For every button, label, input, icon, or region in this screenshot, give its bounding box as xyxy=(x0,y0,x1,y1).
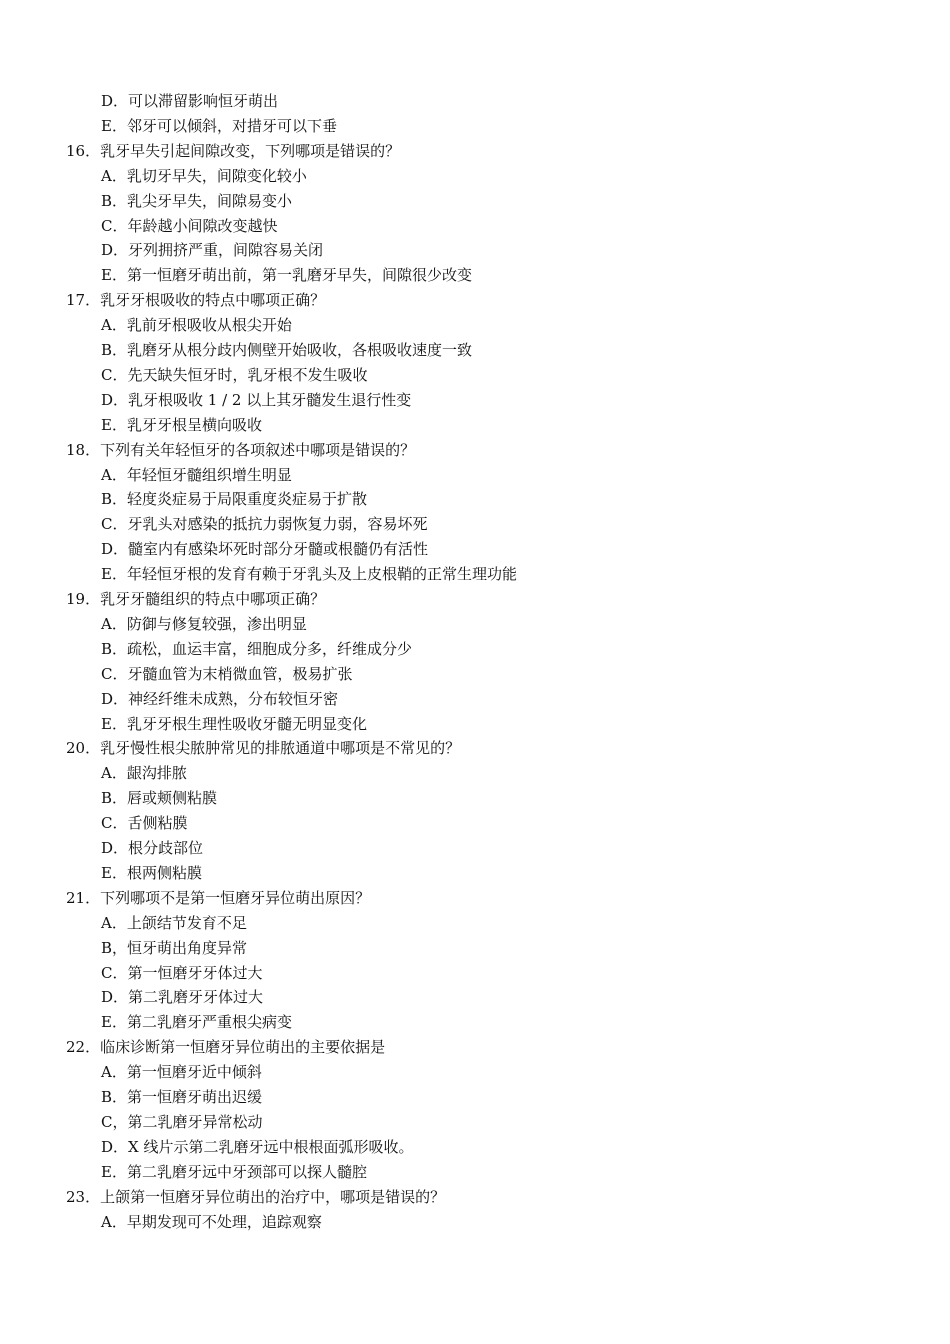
answer-option: E．第二乳磨牙严重根尖病变 xyxy=(101,1013,292,1032)
answer-option: A．防御与修复较强，渗出明显 xyxy=(101,614,307,633)
answer-option: D．髓室内有感染坏死时部分牙髓或根髓仍有活性 xyxy=(101,540,429,559)
answer-option: B．乳磨牙从根分歧内侧壁开始吸收，各根吸收速度一致 xyxy=(101,341,473,359)
question-stem: 17．乳牙牙根吸收的特点中哪项正确？ xyxy=(66,291,326,310)
answer-option: D．第二乳磨牙牙体过大 xyxy=(101,988,264,1007)
answer-option: D．神经纤维未成熟，分布较恒牙密 xyxy=(101,689,339,708)
answer-option: D．X 线片示第二乳磨牙远中根根面弧形吸收。 xyxy=(101,1137,414,1156)
answer-option: E．乳牙牙根生理性吸收牙髓无明显变化 xyxy=(101,714,367,733)
answer-option: D．乳牙根吸收 1 / 2 以上其牙髓发生退行性变 xyxy=(101,390,412,409)
answer-option: C．先天缺失恒牙时，乳牙根不发生吸收 xyxy=(101,365,368,384)
answer-option: A．乳切牙早失，间隙变化较小 xyxy=(101,166,307,185)
answer-option: E．第二乳磨牙远中牙颈部可以探人髓腔 xyxy=(101,1162,367,1181)
answer-option: E．根两侧粘膜 xyxy=(101,863,202,882)
question-stem: 16．乳牙早失引起间隙改变，下列哪项是错误的？ xyxy=(66,141,401,160)
answer-option: B．第一恒磨牙萌出迟缓 xyxy=(101,1088,263,1106)
answer-option: C．第一恒磨牙牙体过大 xyxy=(101,963,263,982)
question-stem: 18．下列有关年轻恒牙的各项叙述中哪项是错误的？ xyxy=(66,440,416,459)
answer-option: C．牙髓血管为末梢微血管，极易扩张 xyxy=(101,664,353,683)
answer-option: D．根分歧部位 xyxy=(101,839,204,857)
question-stem: 19．乳牙牙髓组织的特点中哪项正确？ xyxy=(66,590,326,608)
answer-option: A．第一恒磨牙近中倾斜 xyxy=(101,1063,262,1082)
answer-option: B．轻度炎症易于局限重度炎症易于扩散 xyxy=(101,490,368,509)
question-stem: 20．乳牙慢性根尖脓肿常见的排脓通道中哪项是不常见的？ xyxy=(66,739,461,758)
answer-option: C．牙乳头对感染的抵抗力弱恢复力弱，容易坏死 xyxy=(101,515,428,534)
question-stem: 23．上颌第一恒磨牙异位萌出的治疗中，哪项是错误的？ xyxy=(66,1187,446,1206)
answer-option: E．邻牙可以倾斜，对措牙可以下垂 xyxy=(101,116,337,135)
answer-option: B．乳尖牙早失，间隙易变小 xyxy=(101,191,293,210)
answer-option: D．可以滞留影响恒牙萌出 xyxy=(101,92,279,110)
answer-option: E．乳牙牙根呈横向吸收 xyxy=(101,415,262,434)
answer-option: C，第二乳磨牙异常松动 xyxy=(101,1112,263,1131)
answer-option: A．龈沟排脓 xyxy=(101,764,187,783)
question-stem: 21．下列哪项不是第一恒磨牙异位萌出原因？ xyxy=(66,888,371,907)
answer-option: A．上颌结节发育不足 xyxy=(101,913,247,932)
answer-option: A．早期发现可不处理，追踪观察 xyxy=(101,1212,322,1231)
answer-option: B，恒牙萌出角度异常 xyxy=(101,938,248,957)
answer-option: B．疏松，血运丰富，细胞成分多，纤维成分少 xyxy=(101,639,413,658)
answer-option: A．乳前牙根吸收从根尖开始 xyxy=(101,316,292,335)
answer-option: C．舌侧粘膜 xyxy=(101,814,188,833)
answer-option: A．年轻恒牙髓组织增生明显 xyxy=(101,465,292,484)
answer-option: D．牙列拥挤严重，间隙容易关闭 xyxy=(101,241,324,260)
answer-option: E．第一恒磨牙萌出前，第一乳磨牙早失，间隙很少改变 xyxy=(101,266,472,285)
answer-option: C．年龄越小间隙改变越快 xyxy=(101,216,278,235)
answer-option: E．年轻恒牙根的发育有赖于牙乳头及上皮根鞘的正常生理功能 xyxy=(101,565,517,584)
question-stem: 22．临床诊断第一恒磨牙异位萌出的主要依据是 xyxy=(66,1038,386,1057)
answer-option: B．唇或颊侧粘膜 xyxy=(101,789,218,808)
